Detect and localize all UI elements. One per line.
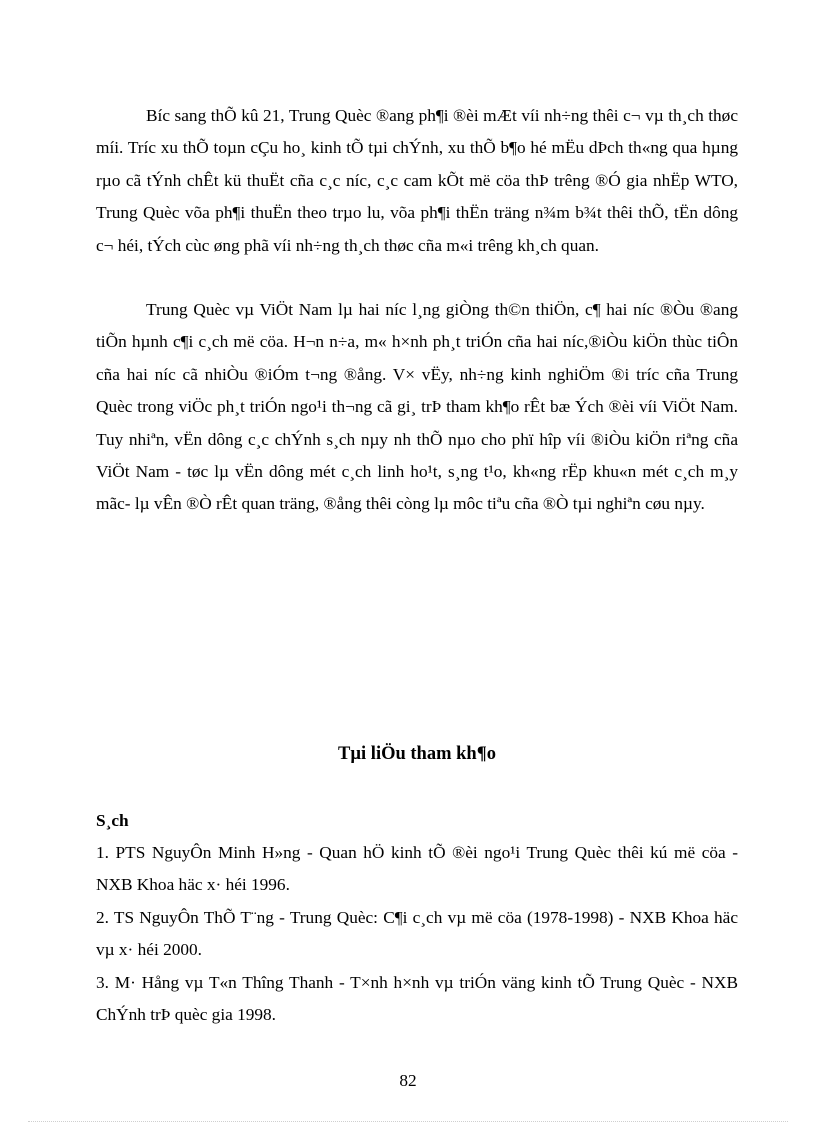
reference-item-1: 1. PTS NguyÔn Minh H»ng - Quan hÖ kinh tÕ ®èi ngo¹i Trung Quèc thêi kú më cöa - NXB Khoa häc x· héi 1996. [96, 843, 738, 895]
reference-item-3: 3. M· Hång vµ T«n Thîng Thanh - T×nh h×nh vµ triÓn väng kinh tÕ Trung Quèc - NXB ChÝnh trÞ quèc gia 1998. [96, 972, 738, 1025]
references-list [96, 837, 738, 1031]
references-subheading-books: S¸ch [96, 811, 129, 830]
page-bottom-divider [28, 1121, 788, 1122]
reference-item-2: 2. TS NguyÔn ThÕ T¨ng - Trung Quèc: C¶i c¸ch vµ më cöa (1978-1998) - NXB Khoa häc vµ x· héi 2000. [96, 907, 738, 960]
body-paragraph-1: Bíc sang thÕ kû 21, Trung Quèc ®ang ph¶i ®èi mÆt víi nh÷ng thêi c¬ vµ th¸ch thøc míi. Tríc xu thÕ toµn cÇu ho¸ kinh tÕ tµi chÝnh, xu thÕ b¶o hé mËu dÞch th«ng qua hµng rµo cã tÝnh chÊt kü thuËt cña c¸c níc, c¸c cam kÕt më cöa thÞ trêng ®Ó gia nhËp WTO, Trung Quèc võa ph¶i thuËn theo trµo lu, võa ph¶i thËn träng n¾m b¾t thêi thÕ, tËn dông c¬ héi, tÝch cùc øng phã víi nh÷ng th¸ch thøc cña m«i trêng kh¸ch quan. [96, 106, 738, 255]
body-paragraph-2: Trung Quèc vµ ViÖt Nam lµ hai níc l¸ng giÒng th©n thiÖn, c¶ hai níc ®Òu ®ang tiÕn hµnh c¶i c¸ch më cöa. H¬n n÷a, m« h×nh ph¸t triÓn cña hai níc,®iÒu kiÖn thùc tiÔn cña hai níc cã nhiÒu ®iÓm t¬ng ®ång. V× vËy, nh÷ng kinh nghiÖm ®i tríc cña Trung Quèc trong viÖc ph¸t triÓn ngo¹i th¬ng cã gi¸ trÞ tham kh¶o rÊt bæ Ých ®èi víi ViÖt Nam. Tuy nhiªn, vËn dông c¸c chÝnh s¸ch nµy nh thÕ nµo cho phï hîp víi ®iÒu kiÖn riªng cña ViÖt Nam - tøc lµ vËn dông mét c¸ch linh ho¹t, s¸ng t¹o, kh«ng rËp khu«n mét c¸ch m¸y mãc- lµ vÊn ®Ò rÊt quan träng, ®ång thêi còng lµ môc tiªu cña ®Ò tµi nghiªn cøu nµy. [96, 300, 738, 514]
references-title: Tµi liÖu tham kh¶o [338, 744, 496, 764]
page-number: 82 [399, 1071, 417, 1090]
